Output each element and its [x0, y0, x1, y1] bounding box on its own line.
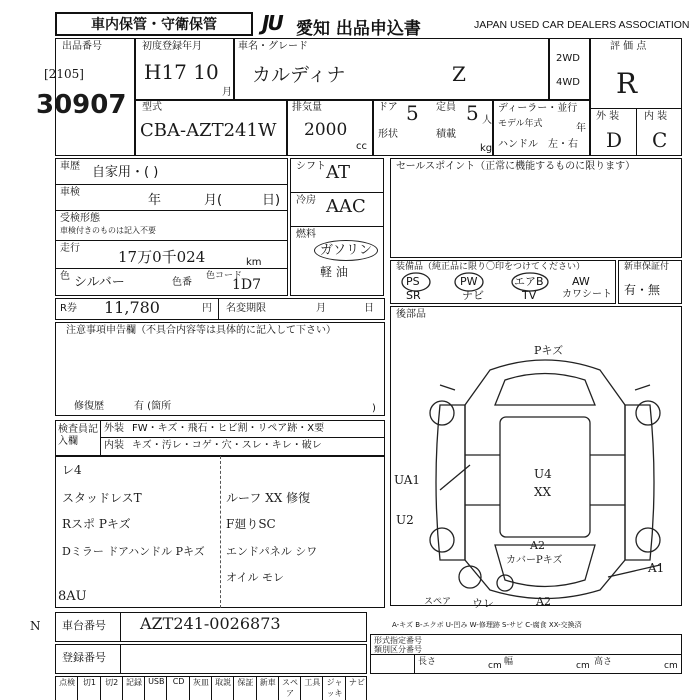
checklist-item: CD [166, 677, 189, 700]
equip-aw: AW [572, 275, 590, 288]
equip-sr: SR [406, 289, 421, 302]
rating-label: 評 価 点 [610, 41, 647, 52]
mark-rear-right: A1 [648, 561, 665, 575]
inspector-int-label: 内装 [104, 440, 124, 451]
color-code-value: 1D7 [232, 277, 262, 293]
inspector-note-right-3: エンドパネル シワ [226, 545, 318, 558]
color-label: 色 [60, 271, 70, 282]
checklist-item: 新車 [256, 677, 279, 700]
handle-label: ハンドル [498, 139, 538, 150]
mark-bottom-2: カバーPキズ [506, 555, 563, 566]
fuel-gasoline: ガソリン [314, 240, 378, 261]
load-label: 積載 [436, 129, 456, 140]
usage-value: 自家用・( ) [92, 165, 159, 180]
checklist-item: 切1 [77, 677, 100, 700]
capacity-value: 5 [466, 101, 479, 125]
shift-label: シフト [296, 161, 326, 172]
shape-spec-label: 形式指定番号 [374, 636, 422, 645]
checklist-item: スペア [278, 677, 301, 700]
car-name-label: 車名・グレード [238, 41, 308, 52]
auction-sheet: 車内保管・守衛保管 JU 愛知 出品申込書 JAPAN USED CAR DEALERS ASSOCIATION 出品番号 [2105] 30907 初度登録年月 H17 10 月 車名・グレード カルディナ Z 2WD 4WD 評 価 点 R 外 装 内 装 D C 型式 CBA-AZT241W 排気量 2000 cc ドア 5 定員 5 人 形状 積載 kg ディーラー・並行 モデル年式 年 ハンドル 左・右 車歴 自家用・( ) 車検 年 月( 日) 受検形態 車検付きのものは記入不要 走行 17万0千024 km 色 シルバー 色番 色コード 1D7 シフト AT 冷房 AAC 燃料 ガソリン 軽 油 セールスポイント（正常に機能するものに限ります） 装備品（純正品に限り〇印をつけてください） PS PW エアB AW SR ナビ TV カワシート 新車保証付 有・無 R券 11,780 円 名変期限 月 日 注意事項申告欄（不具合内容等は具体的に記入して下さい） 修復歴 有 (箇所 ) 後部品 Pキズ U4 XX UA1 U2 A2 カバーPキズ A1 スペア ウレ A2 A-キズ B-エクボ U-凹み W-修理跡 S-サビ C-腐食 XX-交換済 検査員記入欄 外装 FW・キズ・飛石・ヒビ割・リペア跡・X要 内装 キズ・汚レ・コゲ・穴・スレ・キレ・破レ レ4 スタッドレスT Rスポ Pキズ Dミラー ドアハンドル Pキズ 8AU ルーフ XX 修復 F廻りSC エンドパネル シワ オイル モレ 車台番号 AZT241-0026873 登録番号 形式指定番号 類別区分番号 長さ cm 幅 cm 高さ cm 点検 切1 切2 記録 USB CD 灰皿 取説 保証 新車 スペア 工具 ジャッキ ナビ N [30, 11, 690, 698]
acceptance-note: 車検付きのものは記入不要 [60, 226, 156, 235]
storage-badge: 車内保管・守衛保管 [55, 12, 253, 36]
capacity-label: 定員 [436, 102, 456, 113]
equip-airbag: エアB [514, 275, 544, 288]
height-label: 高さ [594, 657, 613, 667]
aircon-value: AAC [326, 196, 366, 217]
inspection-label: 車検 [60, 187, 80, 198]
interior-label: 内 装 [644, 111, 668, 122]
lot-code: [2105] [44, 67, 84, 81]
tax-value: 11,780 [104, 298, 160, 317]
tax-unit: 円 [202, 303, 212, 314]
fuel-label: 燃料 [296, 229, 316, 240]
inspector-note-1: レ4 [62, 463, 82, 477]
length-unit: cm [488, 661, 502, 671]
shape-label: 形状 [378, 129, 398, 140]
damage-legend: A-キズ B-エクボ U-凹み W-修理跡 S-サビ C-腐食 XX-交換済 [392, 621, 582, 629]
aircon-label: 冷房 [296, 195, 316, 206]
inspector-note-2: スタッドレスT [62, 491, 142, 505]
interior-grade: C [652, 128, 668, 152]
car-grade: Z [452, 62, 466, 86]
acceptance-label: 受検形態 [60, 213, 100, 224]
fuel-diesel: 軽 油 [320, 265, 348, 279]
equip-navi: ナビ [462, 289, 484, 302]
mark-top: Pキズ [534, 344, 564, 357]
rear-parts-label: 後部品 [396, 309, 426, 320]
sheet-title: 愛知 出品申込書 [296, 19, 421, 39]
width-unit: cm [576, 661, 590, 671]
handle-options: 左・右 [548, 139, 578, 150]
doors-label: ドア [378, 102, 398, 113]
inspector-note-right-2: F廻りSC [226, 517, 276, 531]
equip-leather: カワシート [562, 289, 612, 300]
exterior-grade: D [606, 128, 623, 152]
checklist-item: 切2 [100, 677, 123, 700]
checklist-item: 灰皿 [189, 677, 212, 700]
checklist-item: ジャッキ [322, 677, 345, 700]
inspector-note-4: Dミラー ドアハンドル Pキズ [62, 545, 205, 558]
displacement-unit: cc [356, 141, 367, 152]
chassis-value: AZT241-0026873 [140, 614, 281, 633]
repair-history-label: 修復歴 [74, 401, 104, 412]
checklist-item: 点検 [55, 677, 78, 700]
model-year-unit: 年 [576, 123, 586, 134]
car-name: カルディナ [252, 64, 346, 86]
mark-center-1: U4 [534, 467, 552, 481]
checklist-item: USB [144, 677, 167, 700]
equip-tv: TV [522, 289, 537, 302]
rating-score: R [616, 67, 638, 100]
inspector-note-3: Rスポ Pキズ [62, 517, 131, 531]
drive-4wd: 4WD [556, 77, 580, 88]
equipment-label: 装備品（純正品に限り〇印をつけてください） [396, 262, 586, 272]
model-year-label: モデル年式 [498, 119, 543, 129]
ju-logo: JU [262, 11, 282, 35]
height-unit: cm [664, 661, 678, 671]
checklist-item: 保証 [233, 677, 256, 700]
load-unit: kg [480, 143, 493, 154]
registration-month-unit: 月 [222, 87, 232, 98]
reg-number-label: 登録番号 [62, 651, 106, 664]
class-spec-label: 類別区分番号 [374, 645, 422, 654]
capacity-unit: 人 [482, 115, 492, 126]
mark-bottom-1: A2 [530, 539, 545, 552]
mark-center-2: XX [534, 485, 552, 499]
model-label: 型式 [142, 102, 162, 113]
doors-value: 5 [406, 101, 419, 125]
mark-rear-bottom: A2 [536, 595, 551, 608]
lot-number: 30907 [36, 90, 127, 120]
mark-spare: スペア [424, 597, 452, 607]
tax-term-day: 日 [364, 303, 374, 314]
tax-label: R券 [60, 303, 77, 314]
mark-rear-left: ウレ [472, 597, 494, 610]
mileage-label: 走行 [60, 243, 80, 254]
registration-value: H17 10 [144, 60, 219, 84]
width-label: 幅 [504, 657, 514, 667]
displacement-label: 排気量 [292, 102, 322, 113]
exterior-label: 外 装 [596, 111, 620, 122]
lot-label: 出品番号 [62, 41, 102, 52]
equip-pw: PW [460, 275, 478, 288]
color-code-label: 色コード [206, 271, 243, 281]
warranty-options: 有・無 [624, 283, 661, 297]
mark-left-1: UA1 [394, 473, 421, 487]
inspection-year-unit: 年 [148, 193, 162, 208]
displacement-value: 2000 [304, 120, 348, 140]
checklist-item: ナビ [345, 677, 368, 700]
inspection-day-unit: 日) [262, 193, 281, 208]
tax-term-label: 名変期限 [226, 303, 266, 314]
inspector-ext-label: 外装 [104, 423, 124, 434]
dealer-label: ディーラー・並行 [498, 103, 578, 114]
checklist-item: 取説 [211, 677, 234, 700]
shift-value: AT [326, 162, 351, 183]
sales-point-label: セールスポイント（正常に機能するものに限ります） [396, 161, 636, 172]
model-value: CBA-AZT241W [140, 120, 277, 141]
inspector-ext-keys: FW・キズ・飛石・ヒビ割・リペア跡・X要 [132, 423, 325, 434]
inspector-note-right-4: オイル モレ [226, 571, 284, 584]
equip-ps: PS [406, 275, 420, 288]
checklist-item: 工具 [300, 677, 323, 700]
notes-box [55, 322, 385, 416]
usage-label: 車歴 [60, 161, 80, 172]
drive-2wd: 2WD [556, 53, 580, 64]
association-name: JAPAN USED CAR DEALERS ASSOCIATION [474, 19, 690, 31]
sales-point-box [390, 158, 682, 258]
mileage-value: 17万0千024 [118, 248, 206, 266]
checklist-item: 記録 [122, 677, 145, 700]
repair-history-value: 有 (箇所 [134, 401, 172, 412]
inspector-note-right-1: ルーフ XX 修復 [226, 491, 311, 505]
mark-left-2: U2 [396, 513, 414, 527]
inspector-label: 検査員記入欄 [58, 424, 98, 447]
length-label: 長さ [418, 657, 437, 667]
inspection-month-unit: 月( [204, 193, 223, 208]
warranty-label: 新車保証付 [624, 262, 670, 272]
notes-label: 注意事項申告欄（不具合内容等は具体的に記入して下さい） [66, 325, 336, 336]
inspector-int-keys: キズ・汚レ・コゲ・穴・スレ・キレ・破レ [132, 440, 322, 451]
mileage-unit: km [246, 257, 262, 268]
color-value: シルバー [74, 275, 125, 290]
inspector-note-5: 8AU [58, 589, 87, 604]
equipment-circles [400, 270, 590, 292]
chassis-label: 車台番号 [62, 619, 106, 632]
registration-label: 初度登録年月 [142, 41, 202, 52]
color-no-label: 色番 [172, 277, 192, 288]
tax-term-month: 月 [316, 303, 326, 314]
